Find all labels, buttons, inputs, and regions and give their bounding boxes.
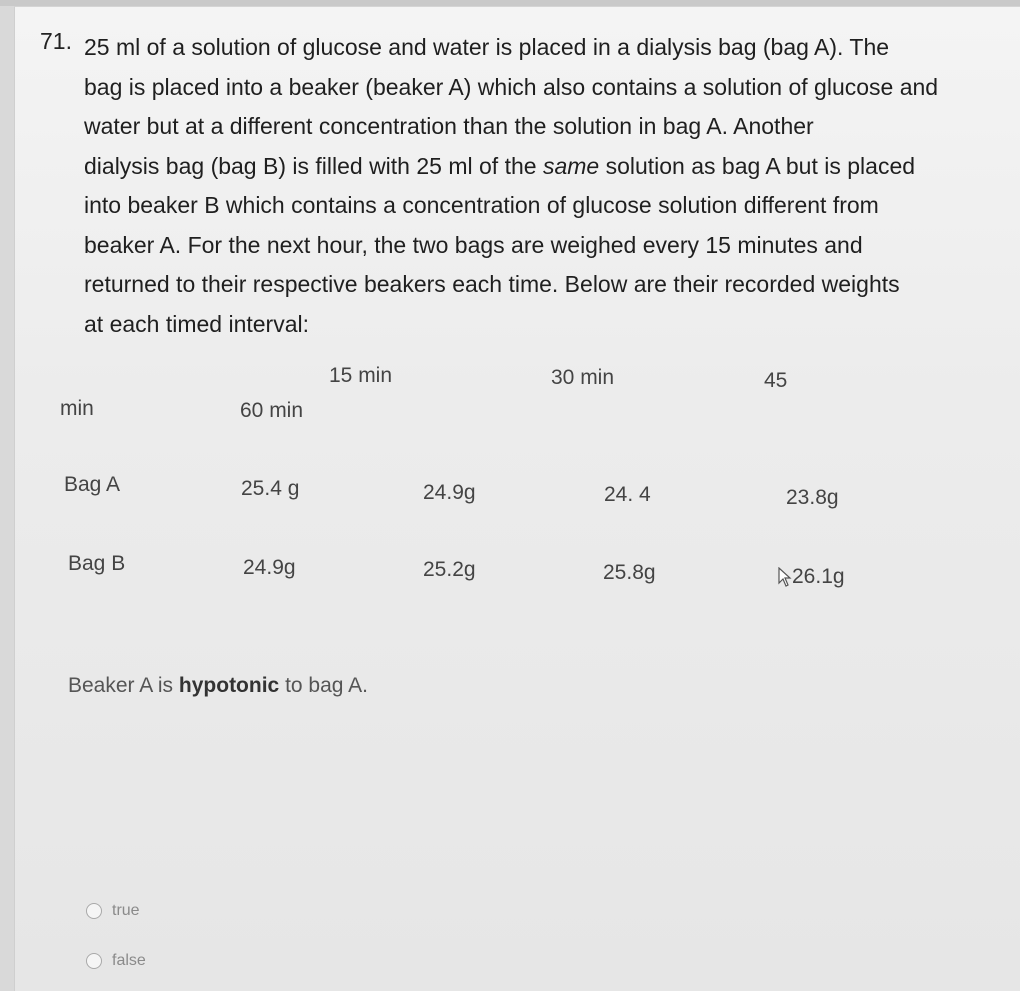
statement-suffix: to bag A.	[279, 674, 368, 697]
statement-keyword: hypotonic	[178, 674, 280, 697]
row-label-bag-b: Bag B	[68, 552, 126, 575]
emphasis-same: same	[542, 152, 600, 179]
table-cell: 23.8g	[786, 486, 839, 509]
table-cell: 25.2g	[423, 558, 476, 581]
question-line-part: solution as bag A but is placed	[599, 152, 916, 179]
table-cell: 25.8g	[603, 561, 656, 584]
option-true[interactable]	[86, 902, 140, 920]
statement-prefix: Beaker A is	[68, 674, 179, 697]
option-label: false	[112, 952, 146, 969]
question-line: returned to their respective beakers each time. Below are their recorded weights	[84, 271, 900, 297]
question-number: 71.	[40, 28, 72, 54]
table-header-15min: 15 min	[329, 364, 393, 387]
table-header-60min: 60 min	[240, 399, 304, 422]
question-line: bag is placed into a beaker (beaker A) which also contains a solution of glucose and	[84, 73, 939, 100]
question-line: 25 ml of a solution of glucose and water is placed in a dialysis bag (bag A). The	[84, 34, 890, 60]
table-header-30min: 30 min	[551, 366, 615, 389]
question-line: water but at a different concentration than the solution in bag A. Another	[84, 113, 814, 139]
statement-text	[68, 674, 368, 698]
radio-circle-icon[interactable]	[86, 953, 102, 969]
table-cell: 24.9g	[243, 556, 296, 579]
option-label: true	[112, 902, 140, 919]
question-line: beaker A. For the next hour, the two bags are weighed every 15 minutes and	[84, 231, 863, 258]
question-text	[84, 28, 1004, 344]
table-cell-value: 26.1g	[792, 565, 845, 588]
option-false[interactable]	[86, 952, 146, 970]
question-line: at each timed interval:	[84, 310, 310, 337]
question-line-part: dialysis bag (bag B) is filled with 25 ml of the	[84, 152, 543, 179]
table-header-min: min	[60, 397, 94, 420]
radio-circle-icon[interactable]	[86, 903, 102, 919]
question-line	[84, 147, 1004, 187]
table-cell: 25.4 g	[241, 477, 300, 500]
table-cell-with-cursor	[778, 565, 845, 589]
question-line: into beaker B which contains a concentration of glucose solution different from	[84, 192, 879, 218]
row-label-bag-a: Bag A	[64, 473, 121, 496]
table-cell: 24. 4	[604, 483, 651, 506]
table-cell: 24.9g	[423, 481, 476, 504]
table-header-45: 45	[764, 369, 788, 392]
